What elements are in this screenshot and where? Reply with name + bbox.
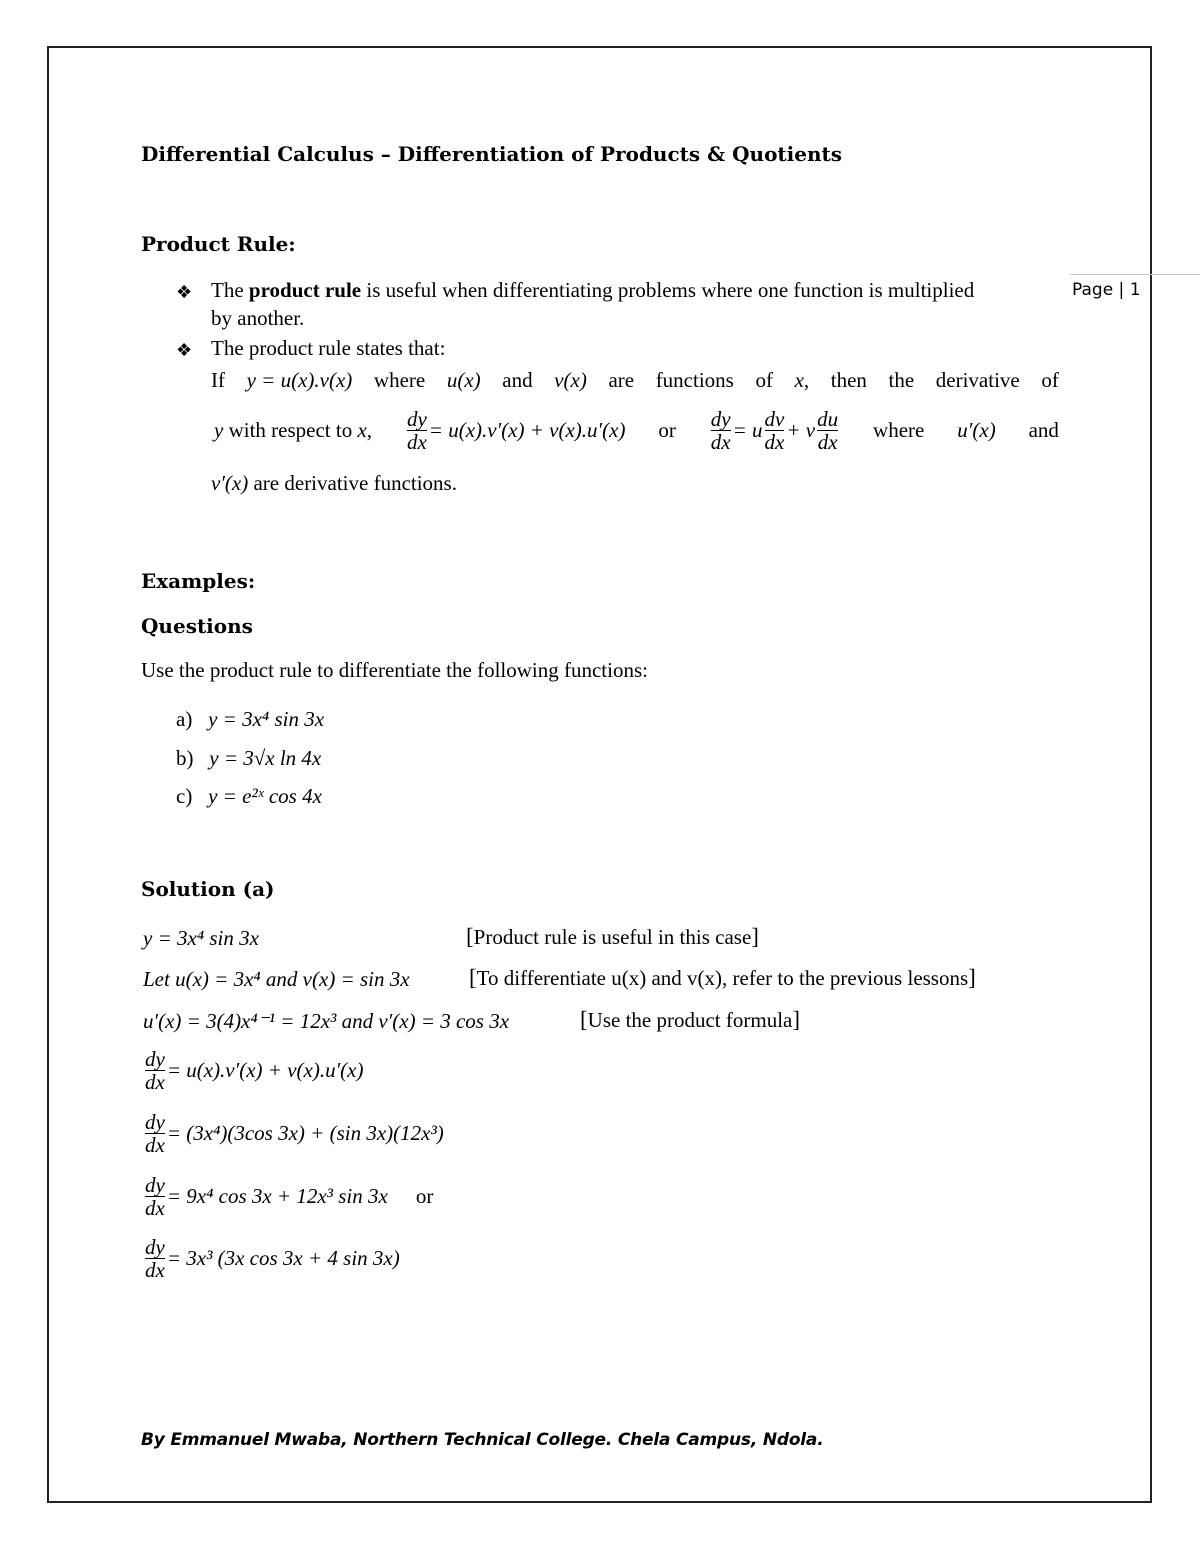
bullet-1-continuation: by another. bbox=[211, 306, 305, 330]
question-a: a) y = 3x⁴ sin 3x bbox=[176, 707, 325, 731]
product-rule-formula: y with respect to x, $\frac{dy}{dx}$ = u(x).v′(x) + v(x).u′(x) or $\frac{dy}{dx}$ = u $\frac{dv}{dx}$ + v $\frac{du}{dx}$ where u′(x) and bbox=[214, 407, 1059, 455]
solution-note-3: [Use the product formula] bbox=[580, 1007, 801, 1032]
solution-heading: Solution (a) bbox=[141, 877, 275, 901]
examples-heading: Examples: bbox=[141, 569, 256, 593]
bullet-1-text: The product rule is useful when differentiating problems where one function is multiplied bbox=[211, 278, 975, 302]
solution-note-2: [To differentiate u(x) and v(x), refer to the previous lessons] bbox=[469, 965, 976, 990]
bullet-icon: ❖ bbox=[176, 340, 193, 360]
question-b: b) y = 3√x ln 4x bbox=[176, 746, 322, 770]
solution-step-4: $\frac{dy}{dx}$ = 3x³ (3x cos 3x + 4 sin 3x) bbox=[145, 1235, 400, 1283]
author-footer: By Emmanuel Mwaba, Northern Technical College. Chela Campus, Ndola. bbox=[141, 1430, 824, 1450]
solution-step-1: $\frac{dy}{dx}$ = u(x).v′(x) + v(x).u′(x) bbox=[145, 1047, 364, 1095]
solution-step-3: $\frac{dy}{dx}$ = 9x⁴ cos 3x + 12x³ sin 3x or bbox=[145, 1173, 434, 1221]
page-header-rule bbox=[1070, 274, 1200, 275]
document-title: Differential Calculus – Differentiation of Products & Quotients bbox=[141, 142, 843, 166]
questions-heading: Questions bbox=[141, 614, 253, 638]
page-number: Page | 1 bbox=[1072, 280, 1141, 300]
solution-line-2: Let u(x) = 3x⁴ and v(x) = sin 3x bbox=[143, 967, 410, 991]
rule-statement-line-3: v′(x) are derivative functions. bbox=[211, 471, 457, 495]
solution-note-1: [Product rule is useful in this case] bbox=[466, 924, 759, 949]
solution-line-3: u′(x) = 3(4)x⁴⁻¹ = 12x³ and v′(x) = 3 cos 3x bbox=[143, 1009, 510, 1033]
product-rule-heading: Product Rule: bbox=[141, 232, 296, 256]
solution-line-1: y = 3x⁴ sin 3x bbox=[143, 926, 259, 950]
solution-step-2: $\frac{dy}{dx}$ = (3x⁴)(3cos 3x) + (sin 3x)(12x³) bbox=[145, 1110, 444, 1158]
bullet-2-text: The product rule states that: bbox=[211, 336, 446, 360]
bullet-icon: ❖ bbox=[176, 282, 193, 302]
page-border bbox=[47, 46, 1152, 1503]
question-c: c) y = e²ˣ cos 4x bbox=[176, 784, 322, 808]
instruction-text: Use the product rule to differentiate the following functions: bbox=[141, 658, 648, 682]
rule-statement-line-1: If y = u(x).v(x) where u(x) and v(x) are functions of x, then the derivative of bbox=[211, 368, 1059, 392]
